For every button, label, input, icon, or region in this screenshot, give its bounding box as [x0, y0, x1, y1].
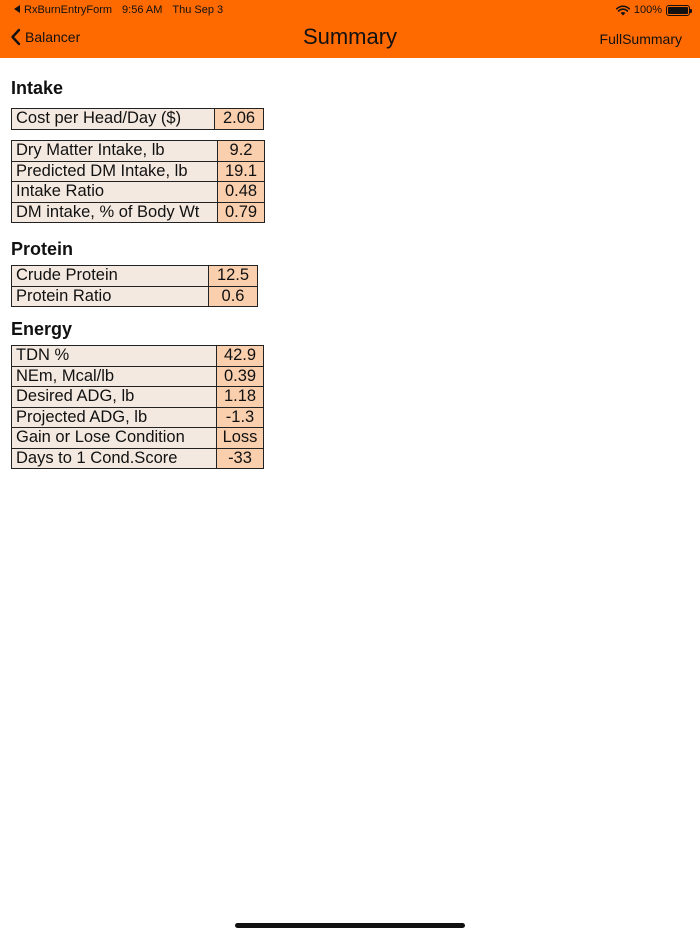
energy-row-label: Days to 1 Cond.Score	[12, 448, 217, 469]
energy-row-value: -1.3	[217, 407, 264, 428]
table-row	[12, 387, 264, 408]
back-button-label: Balancer	[25, 29, 81, 45]
battery-icon	[666, 5, 690, 16]
intake-row-label: Intake Ratio	[12, 182, 218, 203]
cost-value: 2.06	[215, 109, 264, 130]
status-bar-left	[14, 3, 233, 17]
wifi-icon	[616, 5, 630, 16]
intake-row-label: DM intake, % of Body Wt	[12, 202, 218, 223]
intake-row-value: 9.2	[218, 141, 265, 162]
status-back-app[interactable]: RxBurnEntryForm	[24, 4, 113, 16]
energy-row-value: -33	[217, 448, 264, 469]
intake-section-title: Intake	[11, 78, 64, 98]
table-row	[12, 109, 264, 130]
protein-row-label: Crude Protein	[12, 266, 209, 287]
intake-table	[11, 140, 265, 223]
protein-table	[11, 265, 258, 307]
protein-section-title: Protein	[11, 239, 74, 259]
status-date: Thu Sep 3	[172, 4, 224, 16]
navigation-bar	[0, 0, 700, 58]
protein-row-value: 12.5	[209, 266, 258, 287]
energy-row-label: TDN %	[12, 346, 217, 367]
intake-row-label: Dry Matter Intake, lb	[12, 141, 218, 162]
energy-row-label: Desired ADG, lb	[12, 387, 217, 408]
table-row	[12, 286, 258, 307]
energy-row-label: Gain or Lose Condition	[12, 428, 217, 449]
table-row	[12, 141, 265, 162]
battery-level-fill	[668, 7, 688, 14]
table-row	[12, 428, 264, 449]
table-row	[12, 346, 264, 367]
energy-row-value: 42.9	[217, 346, 264, 367]
table-row	[12, 266, 258, 287]
status-bar-right	[616, 3, 690, 17]
table-row	[12, 407, 264, 428]
energy-row-value: Loss	[217, 428, 264, 449]
intake-row-value: 0.79	[218, 202, 265, 223]
protein-row-value: 0.6	[209, 286, 258, 307]
energy-row-value: 0.39	[217, 366, 264, 387]
energy-row-label: NEm, Mcal/lb	[12, 366, 217, 387]
intake-row-value: 0.48	[218, 182, 265, 203]
table-row	[12, 182, 265, 203]
cost-label: Cost per Head/Day ($)	[12, 109, 215, 130]
table-row	[12, 161, 265, 182]
table-row	[12, 448, 264, 469]
intake-row-value: 19.1	[218, 161, 265, 182]
energy-row-value: 1.18	[217, 387, 264, 408]
energy-table	[11, 345, 264, 469]
back-to-app-icon[interactable]	[14, 5, 20, 13]
battery-percent: 100%	[633, 4, 662, 16]
home-indicator[interactable]	[235, 923, 465, 928]
protein-row-label: Protein Ratio	[12, 286, 209, 307]
status-time: 9:56 AM	[122, 4, 163, 16]
table-row	[12, 366, 264, 387]
table-row	[12, 202, 265, 223]
page-title: Summary	[302, 24, 398, 49]
energy-row-label: Projected ADG, lb	[12, 407, 217, 428]
intake-row-label: Predicted DM Intake, lb	[12, 161, 218, 182]
energy-section-title: Energy	[11, 319, 73, 339]
cost-table	[11, 108, 264, 130]
full-summary-button[interactable]: FullSummary	[599, 31, 682, 47]
